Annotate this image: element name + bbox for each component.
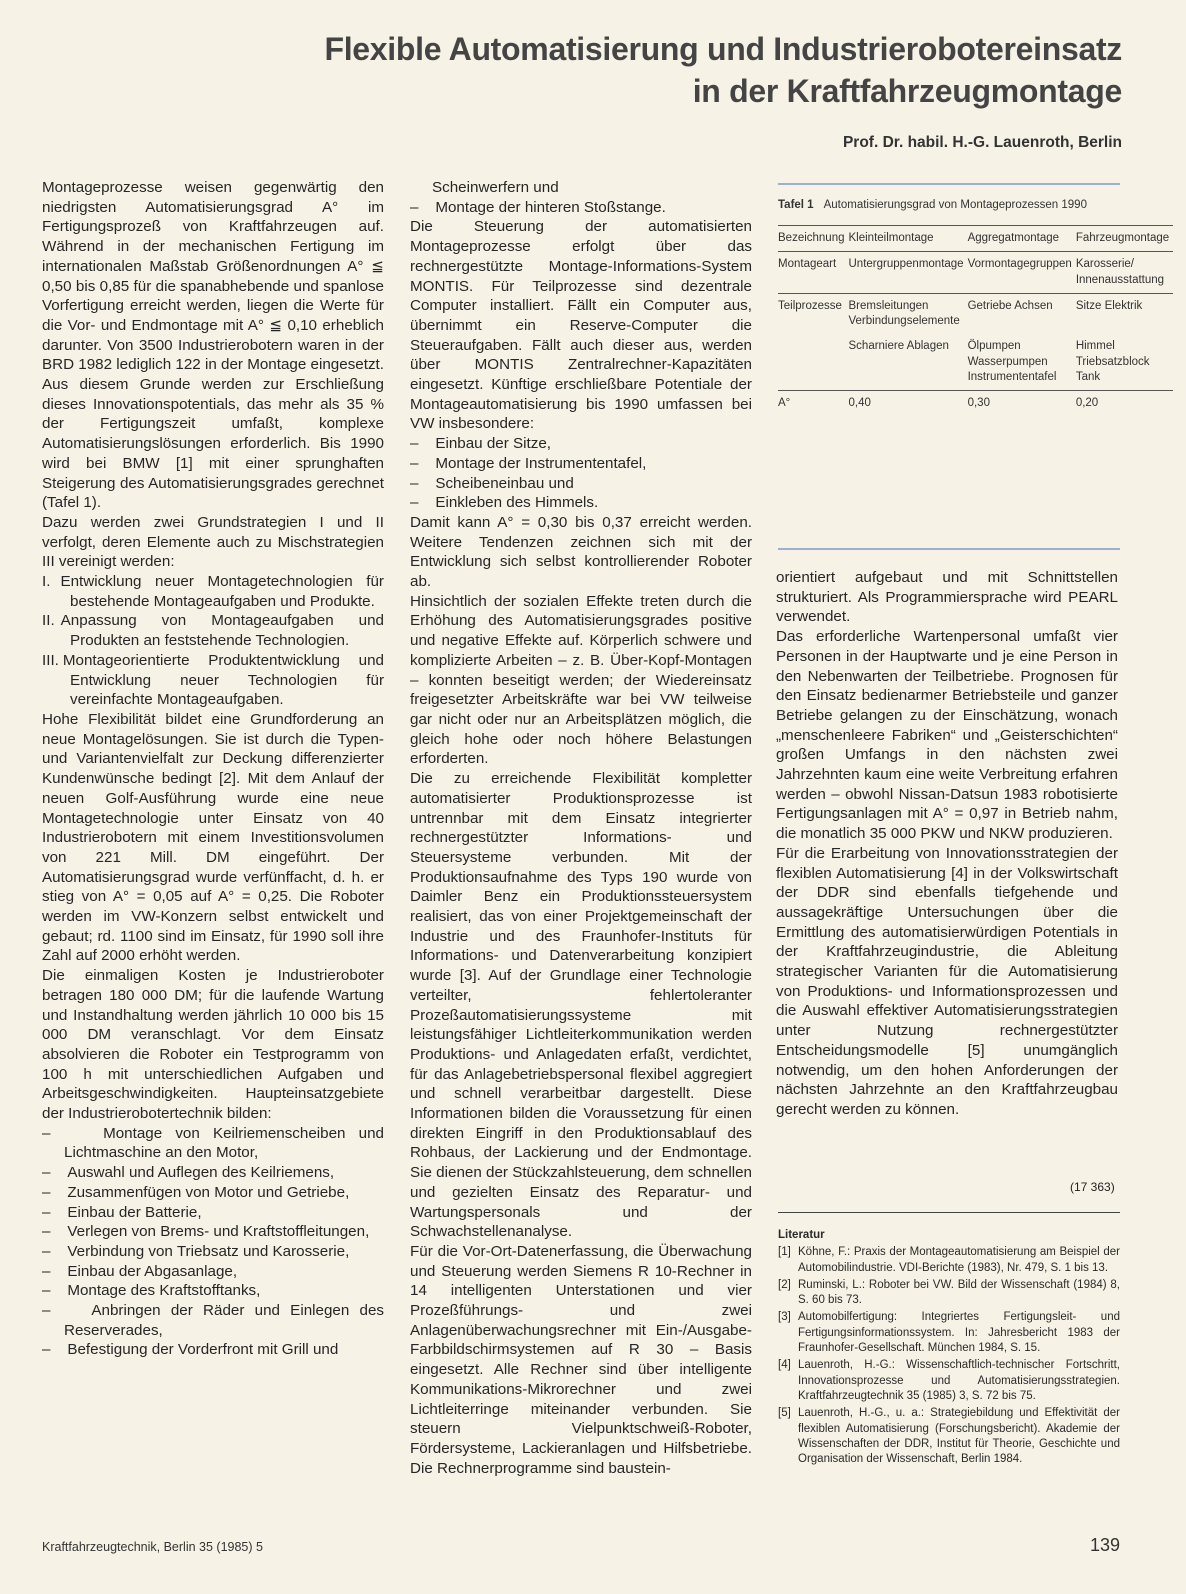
column-2: [410, 178, 752, 1478]
literature-rule: [778, 1212, 1120, 1213]
list-item: – Montage des Kraftstofftanks,: [42, 1282, 261, 1300]
list-item: – Zusammenfügen von Motor und Getriebe,: [42, 1183, 350, 1201]
literature-section: [778, 1228, 1120, 1469]
paragraph: Für die Vor-Ort-Datenerfassung, die Überwachung und Steuerung werden Siemens R 10-Rechner in 14 intelligenten Unterstationen und vier Prozeßführungs- und zwei Anlagenüberwachungsrechner mit Ein-/Ausgabe-Farbbildschirmsystemen auf R 30 – Basis eingesetzt. Alle Rechner sind über intelligente Kommunikations-Mikrorechner und zwei Lichtleiterringe miteinander verbunden. Sie steuern Vielpunktschweiß-Roboter, Fördersysteme, Lackieranlagen und Hilfsbetriebe. Die Rechnerprogramme sind baustein-: [410, 1242, 752, 1477]
title-line-2: in der Kraftfahrzeugmontage: [692, 73, 1122, 109]
strategy-list: [42, 572, 384, 710]
author-line: Prof. Dr. habil. H.-G. Lauenroth, Berlin: [842, 134, 1122, 151]
list-item: II. Anpassung von Montageaufgaben und Produkten an feststehende Technologien.: [42, 612, 384, 650]
list-item: I. Entwicklung neuer Montagetechnologien für bestehende Montageaufgaben und Produkte.: [42, 573, 384, 610]
list-item: – Anbringen der Räder und Einlegen des Reserverades,: [42, 1302, 385, 1339]
paragraph: orientiert aufgebaut und mit Schnittstellen strukturiert. Als Programmiersprache wird PEARL verwendet.: [776, 569, 1118, 626]
page-number: 139: [1089, 1535, 1120, 1555]
paragraph: Das erforderliche Wartenpersonal umfaßt vier Personen in der Hauptwarte und je eine Person in den Nebenwarten der Teilbetriebe. Prognosen für den Einsatz bedienarmer Betriebsteile und ganzer Betriebe gelangen zu der Einschätzung, wonach „menschenleere Fabriken“ und „Geisterschichten“ großen Umfangs in den nächsten zwei Jahrzehnten kaum eine weite Verbreitung erfahren werden – obwohl Nissan-Datsun 1983 robotisierte Fertigungsanlagen mit A° = 0,97 in Betrieb nahm, die monatlich 35 000 PKW und NKW produzieren.: [776, 628, 1118, 843]
list-item: – Montage der Instrumententafel,: [410, 454, 647, 472]
list-item: – Verlegen von Brems- und Kraftstoffleitungen,: [42, 1223, 370, 1241]
list-item: III. Montageorientierte Produktentwicklung und Entwicklung neuer Technologien für vereinfachte Montageaufgaben.: [42, 651, 384, 709]
paragraph: Die zu erreichende Flexibilität kompletter automatisierter Produktionsprozesse ist untrennbar mit dem Einsatz integrierter rechnergestützter Informations- und Steuersysteme verbunden. Mit der Produktionsaufnahme des Typs 190 wurde von Daimler Benz ein Produktionssteuersystem realisiert, das von einer Projektgemeinschaft der Industrie und des Fraunhofer-Instituts für Informations- und Datenverarbeitung konzipiert wurde [3]. Auf der Grundlage einer Technologie verteilter, fehlertoleranter Prozeßautomatisierungssysteme mit leistungsfähiger Lichtleiterkommunikation werden Produktions- und Anlagedaten erfaßt, verdichtet, für das Anlagebetriebspersonal flexibel aggregiert und schnell verarbeitbar dargestellt. Diese Informationen bilden die Voraussetzung für einen direkten Eingriff in den Produktionsablauf des Rohbaus, der Lackierung und der Endmontage. Sie dienen der Stückzahlsteuerung, dem schnellen und gezielten Einsatz des Reparatur- und Wartungspersonals und der Schwachstellenanalyse.: [410, 770, 752, 1241]
dash-list: [410, 434, 752, 513]
journal-footer: Kraftfahrzeugtechnik, Berlin 35 (1985) 5: [42, 1540, 263, 1554]
literature-heading: Literatur: [778, 1229, 825, 1241]
column-1: [42, 178, 384, 1360]
automation-table: [778, 225, 1173, 417]
title-line-1: Flexible Automatisierung und Industrierobotereinsatz: [324, 31, 1122, 67]
paragraph: Die Steuerung der automatisierten Montageprozesse erfolgt über das rechnergestützte Montage-Informations-System MONTIS. Für Teilprozesse sind dezentrale Computer installiert. Fällt ein Computer aus, übernimmt ein Reserve-Computer die Steueraufgaben. Fällt auch dieser aus, werden über MONTIS Zentralrechner-Kapazitäten eingesetzt. Künftige erschließbare Potentiale der Montageautomatisierung bis 1990 umfassen bei VW insbesondere:: [410, 218, 752, 433]
list-item: – Scheibeneinbau und: [410, 474, 574, 492]
table-row: Montageart Untergruppenmontage Vormontagegruppen Karosserie/ Innenausstattung: [778, 252, 1173, 294]
list-item: – Einbau der Sitze,: [410, 435, 551, 453]
table-1: [778, 184, 1170, 417]
table-row: Scharniere Ablagen Ölpumpen Wasserpumpen Instrumententafel Himmel Triebsatzblock Tank: [778, 334, 1173, 390]
list-item: – Einkleben des Himmels.: [410, 494, 599, 512]
reference-item: [1] Köhne, F.: Praxis der Montageautomatisierung am Beispiel der Automobilindustrie. VDI-Berichte (1983), Nr. 479, S. 1 bis 13.: [778, 1246, 1120, 1274]
table-caption: Tafel 1 Automatisierungsgrad von Montageprozessen 1990: [778, 199, 1087, 211]
list-item: – Montage der hinteren Stoßstange.: [410, 198, 666, 216]
paragraph: Hohe Flexibilität bildet eine Grundforderung an neue Montagelösungen. Sie ist durch die Typen- und Variantenvielfalt zur Deckung differenzierter Kundenwünsche bedingt [2]. Mit dem Anlauf der neuen Golf-Ausführung wurde eine neue Montagetechnologie unter Einsatz von 40 Industrierobotern mit einem Investitionsvolumen von 221 Mill. DM eingeführt. Der Automatisierungsgrad wurde verfünffacht, d. h. er stieg von A° = 0,05 auf A° = 0,25. Die Roboter werden im VW-Konzern selbst entwickelt und gebaut; rd. 1100 sind im Einsatz, für 1990 soll ihre Zahl auf 2000 erhöht werden.: [42, 710, 384, 965]
reference-item: [5] Lauenroth, H.-G., u. a.: Strategiebildung und Effektivität der flexiblen Automatisierung (Forschungsbericht). Akademie der Wissenschaften der DDR, Institut für Theorie, Geschichte und Organisation der Wissenschaft, Berlin 1984.: [778, 1407, 1120, 1466]
list-item: – Einbau der Batterie,: [42, 1203, 202, 1221]
reference-item: [3] Automobilfertigung: Integriertes Fertigungsleit- und Fertigungsinformationssystem. In: Jahresbericht 1983 der Fraunhofer-Gesellschaft. München 1984, S. 15.: [778, 1311, 1120, 1355]
paragraph: Die einmaligen Kosten je Industrieroboter betragen 180 000 DM; für die laufende Wartung und Instandhaltung werden jährlich 10 000 bis 15 000 DM veranschlagt. Vor dem Einsatz absolvieren die Roboter ein Testprogramm von 100 h mit unterschiedlichen Aufgaben und Arbeitsgeschwindigkeiten. Haupteinsatzgebiete der Industrierobotertechnik bilden:: [42, 967, 384, 1123]
table-bottom-rule: [778, 548, 1120, 550]
paragraph: Montageprozesse weisen gegenwärtig den niedrigsten Automatisierungsgrad A° im Fertigungsprozeß von Kraftfahrzeugen auf. Während in der mechanischen Fertigung im internationalen Maßstab Größenordnungen A° ≦ 0,50 bis 0,85 für die spanabhebende und spanlose Vorfertigung erreicht werden, liegen die Werte für die Vor- und Endmontage mit A° ≦ 0,10 erheblich darunter. Von 3500 Industrierobotern waren in der BRD 1982 lediglich 122 in der Montage eingesetzt. Aus diesem Grunde werden zur Erschließung dieses Innovationspotentials, das mehr als 35 % der Fertigungszeit umfaßt, komplexe Automatisierungslösungen erforderlich. Bis 1990 wird bei BMW [1] mit einer sprunghaften Steigerung des Automatisierungsgrades gerechnet (Tafel 1).: [42, 179, 384, 512]
paragraph: Für die Erarbeitung von Innovationsstrategien der flexiblen Automatisierung [4] in der Volkswirtschaft der DDR sind ebenfalls tiefgehende und aussagekräftige Untersuchungen über die Ermittlung des automatisierwürdigen Potentials in der Kraftfahrzeugindustrie, die Ableitung strategischer Varianten für die Automatisierung von Produktions- und Informationsprozessen und die Auswahl effektiver Automatisierungsstrategien unter Nutzung rechnergestützter Entscheidungsmodelle [5] unumgänglich notwendig, um den hohen Anforderungen der nächsten Jahrzehnte an den Kraftfahrzeugbau gerecht werden zu können.: [776, 844, 1118, 1118]
reference-item: [2] Ruminski, L.: Roboter bei VW. Bild der Wissenschaft (1984) 8, S. 60 bis 73.: [778, 1278, 1120, 1307]
paragraph-continuation: Scheinwerfern und: [432, 179, 559, 196]
dash-list: [42, 1124, 384, 1360]
paragraph: Dazu werden zwei Grundstrategien I und II verfolgt, deren Elemente auch zu Mischstrategien III vereinigt werden:: [42, 513, 384, 571]
list-item: – Verbindung von Triebsatz und Karosserie,: [42, 1242, 350, 1260]
dash-list: [410, 198, 752, 218]
list-item: – Auswahl und Auflegen des Keilriemens,: [42, 1164, 335, 1182]
article-reference-code: (17 363): [1070, 1180, 1115, 1194]
article-title: [324, 28, 1122, 112]
reference-item: [4] Lauenroth, H.-G.: Wissenschaftlich-technischer Fortschritt, Innovationsprozesse und Automatisierungsstrategien. Kraftfahrzeugtechnik 35 (1985) 3, S. 72 bis 75.: [778, 1359, 1120, 1402]
table-row: A° 0,40 0,30 0,20: [778, 397, 1099, 410]
column-3: [776, 568, 1118, 1120]
list-item: – Befestigung der Vorderfront mit Grill und: [42, 1341, 339, 1359]
list-item: – Einbau der Abgasanlage,: [42, 1262, 238, 1280]
table-header-row: Bezeichnung Kleinteilmontage Aggregatmontage Fahrzeugmontage: [778, 226, 1173, 252]
table-row: Teilprozesse Bremsleitungen Verbindungselemente Getriebe Achsen Sitze Elektrik: [778, 299, 1143, 328]
paragraph: Hinsichtlich der sozialen Effekte treten durch die Erhöhung des Automatisierungsgrades positive und negative Effekte auf. Körperlich schwere und komplizierte Arbeiten – z. B. Über-Kopf-Montagen – konnten beseitigt werden; der Wiedereinsatz freigesetzter Arbeitskräfte war bei VW teilweise gar nicht oder nur an Arbeitsplätzen möglich, die gleich hohe oder noch höhere Belastungen erforderten.: [410, 592, 752, 768]
paragraph: Damit kann A° = 0,30 bis 0,37 erreicht werden. Weitere Tendenzen zeichnen sich mit der Entwicklung sich selbst kontrollierender Roboter ab.: [410, 513, 752, 591]
list-item: – Montage von Keilriemenscheiben und Lichtmaschine an den Motor,: [42, 1124, 384, 1162]
